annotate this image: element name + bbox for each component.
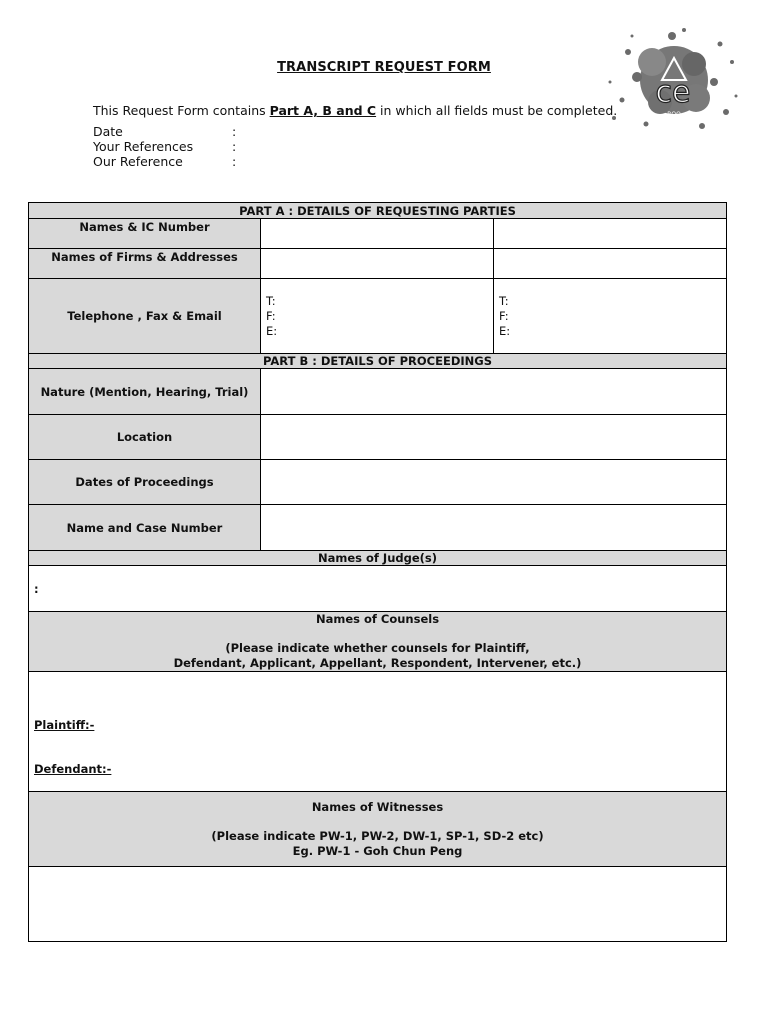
our-reference-row: Our Reference : <box>93 154 237 169</box>
date-label: Date <box>93 124 123 139</box>
intro-text: This Request Form contains Part A, B and C in which all fields must be completed. <box>93 103 618 118</box>
part-a-header: PART A : DETAILS OF REQUESTING PARTIES <box>29 203 727 219</box>
firms-addresses-label: Names of Firms & Addresses <box>29 249 261 279</box>
request-form-table <box>28 202 727 942</box>
telephone-fax-email-label: Telephone , Fax & Email <box>29 279 261 354</box>
svg-text:ROO: ROO <box>667 111 681 118</box>
reference-block <box>93 124 236 169</box>
svg-text:ce: ce <box>655 75 691 110</box>
counsels-field[interactable] <box>29 672 727 792</box>
judges-field[interactable]: : <box>29 566 727 612</box>
defendant-label: Defendant:- <box>34 761 112 776</box>
party2-contact-field[interactable]: T: F: E: <box>494 279 727 354</box>
names-ic-label: Names & IC Number <box>29 219 261 249</box>
form-title: TRANSCRIPT REQUEST FORM <box>277 60 491 75</box>
our-reference-label: Our Reference <box>93 154 183 169</box>
your-references-label: Your References <box>93 139 194 154</box>
ace-logo <box>602 22 742 140</box>
location-label: Location <box>29 415 261 460</box>
party1-firm-field[interactable] <box>261 249 494 279</box>
dates-of-proceedings-label: Dates of Proceedings <box>29 460 261 505</box>
location-field[interactable] <box>261 415 727 460</box>
witnesses-header: Names of Witnesses (Please indicate PW-1, PW-2, DW-1, SP-1, SD-2 etc) Eg. PW-1 - Goh Chun Peng <box>29 792 727 867</box>
witnesses-field[interactable] <box>29 867 727 942</box>
party2-names-ic-field[interactable] <box>494 219 727 249</box>
part-b-header: PART B : DETAILS OF PROCEEDINGS <box>29 354 727 369</box>
name-case-number-field[interactable] <box>261 505 727 551</box>
plaintiff-label: Plaintiff:- <box>34 717 95 732</box>
party1-contact-field[interactable]: T: F: E: <box>261 279 494 354</box>
nature-field[interactable] <box>261 369 727 415</box>
party1-names-ic-field[interactable] <box>261 219 494 249</box>
counsels-header: Names of Counsels (Please indicate whether counsels for Plaintiff, Defendant, Applicant, Appellant, Respondent, Intervener, etc.) <box>29 612 727 672</box>
name-case-number-label: Name and Case Number <box>29 505 261 551</box>
date-row: Date : <box>93 124 237 139</box>
nature-label: Nature (Mention, Hearing, Trial) <box>29 369 261 415</box>
dates-of-proceedings-field[interactable] <box>261 460 727 505</box>
judges-header: Names of Judge(s) <box>29 551 727 566</box>
party2-firm-field[interactable] <box>494 249 727 279</box>
your-references-row: Your References : <box>93 139 237 154</box>
